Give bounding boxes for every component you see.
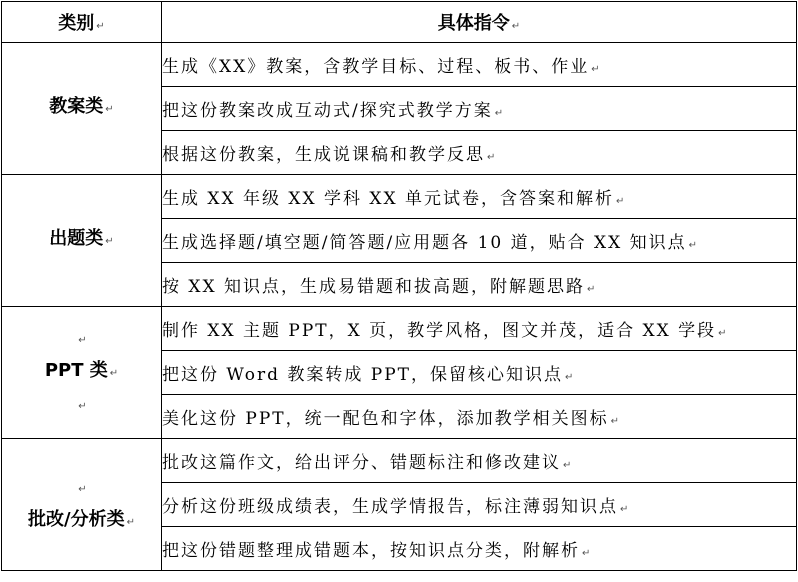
paragraph-mark-icon: ↵ [610,416,620,427]
paragraph-mark-icon: ↵ [511,21,521,32]
paragraph-mark-icon: ↵ [563,460,572,471]
paragraph-mark-icon: ↵ [565,372,574,383]
paragraph-mark-icon: ↵ [78,335,87,346]
command-cell[interactable] [162,43,797,87]
paragraph-mark-icon: ↵ [96,21,105,32]
paragraph-mark-icon: ↵ [582,548,591,559]
command-cell[interactable] [162,527,797,571]
command-text: 按 XX 知识点，生成易错题和拔高题，附解题思路 [162,277,586,297]
paragraph-mark-icon: ↵ [591,64,600,75]
header-command [162,2,797,43]
command-text: 制作 XX 主题 PPT，X 页，教学风格，图文并茂，适合 XX 学段 [162,321,717,341]
command-text: 生成《XX》教案，含教学目标、过程、板书、作业 [162,57,590,77]
command-cell[interactable] [162,175,797,219]
command-cell[interactable] [162,351,797,395]
paragraph-mark-icon: ↵ [587,284,596,295]
paragraph-mark-icon: ↵ [718,328,727,339]
command-cell[interactable] [162,87,797,131]
paragraph-mark-icon: ↵ [688,240,698,251]
paragraph-mark-icon: ↵ [616,196,625,207]
category-cell-lesson-plan [2,43,162,175]
table-row [2,175,797,219]
header-category-label: 类别 [58,13,95,34]
paragraph-mark-icon: ↵ [105,236,114,247]
command-text: 把这份教案改成互动式/探究式教学方案 [162,101,493,121]
category-label: 教案类 [49,96,104,117]
header-command-label: 具体指令 [437,13,510,34]
paragraph-mark-icon: ↵ [487,152,496,163]
table-header-row [2,2,797,43]
paragraph-mark-icon: ↵ [78,401,87,412]
paragraph-mark-icon: ↵ [105,104,114,115]
command-cell[interactable] [162,483,797,527]
command-text: 生成 XX 年级 XX 学科 XX 单元试卷，含答案和解析 [162,189,615,209]
table-row [2,43,797,87]
table-row [2,307,797,351]
command-text: 分析这份班级成绩表，生成学情报告，标注薄弱知识点 [162,497,618,517]
command-cell[interactable] [162,395,797,439]
command-text: 生成选择题/填空题/简答题/应用题各 10 道，贴合 XX 知识点 [162,233,687,253]
command-cell[interactable] [162,263,797,307]
paragraph-mark-icon: ↵ [109,368,119,379]
command-cell[interactable] [162,307,797,351]
command-cell[interactable] [162,219,797,263]
table-row [2,439,797,483]
paragraph-mark-icon: ↵ [126,516,135,528]
paragraph-mark-icon: ↵ [620,504,629,515]
category-label: PPT 类 [44,360,108,381]
command-text: 批改这篇作文，给出评分、错题标注和修改建议 [162,453,561,473]
command-text: 把这份 Word 教案转成 PPT，保留核心知识点 [162,365,563,385]
category-cell-ppt [2,307,162,439]
header-category [2,2,162,43]
command-text: 把这份错题整理成错题本，按知识点分类，附解析 [162,541,580,561]
paragraph-mark-icon: ↵ [78,483,87,495]
category-cell-question-making [2,175,162,307]
command-cell[interactable] [162,439,797,483]
category-label: 出题类 [49,228,104,249]
paragraph-mark-icon: ↵ [494,108,504,119]
ai-command-table [1,1,797,571]
command-cell[interactable] [162,131,797,175]
command-text: 美化这份 PPT，统一配色和字体，添加教学相关图标 [162,409,609,429]
command-text: 根据这份教案，生成说课稿和教学反思 [162,145,485,165]
category-cell-grading-analysis [2,439,162,571]
category-label: 批改/分析类 [28,508,125,530]
